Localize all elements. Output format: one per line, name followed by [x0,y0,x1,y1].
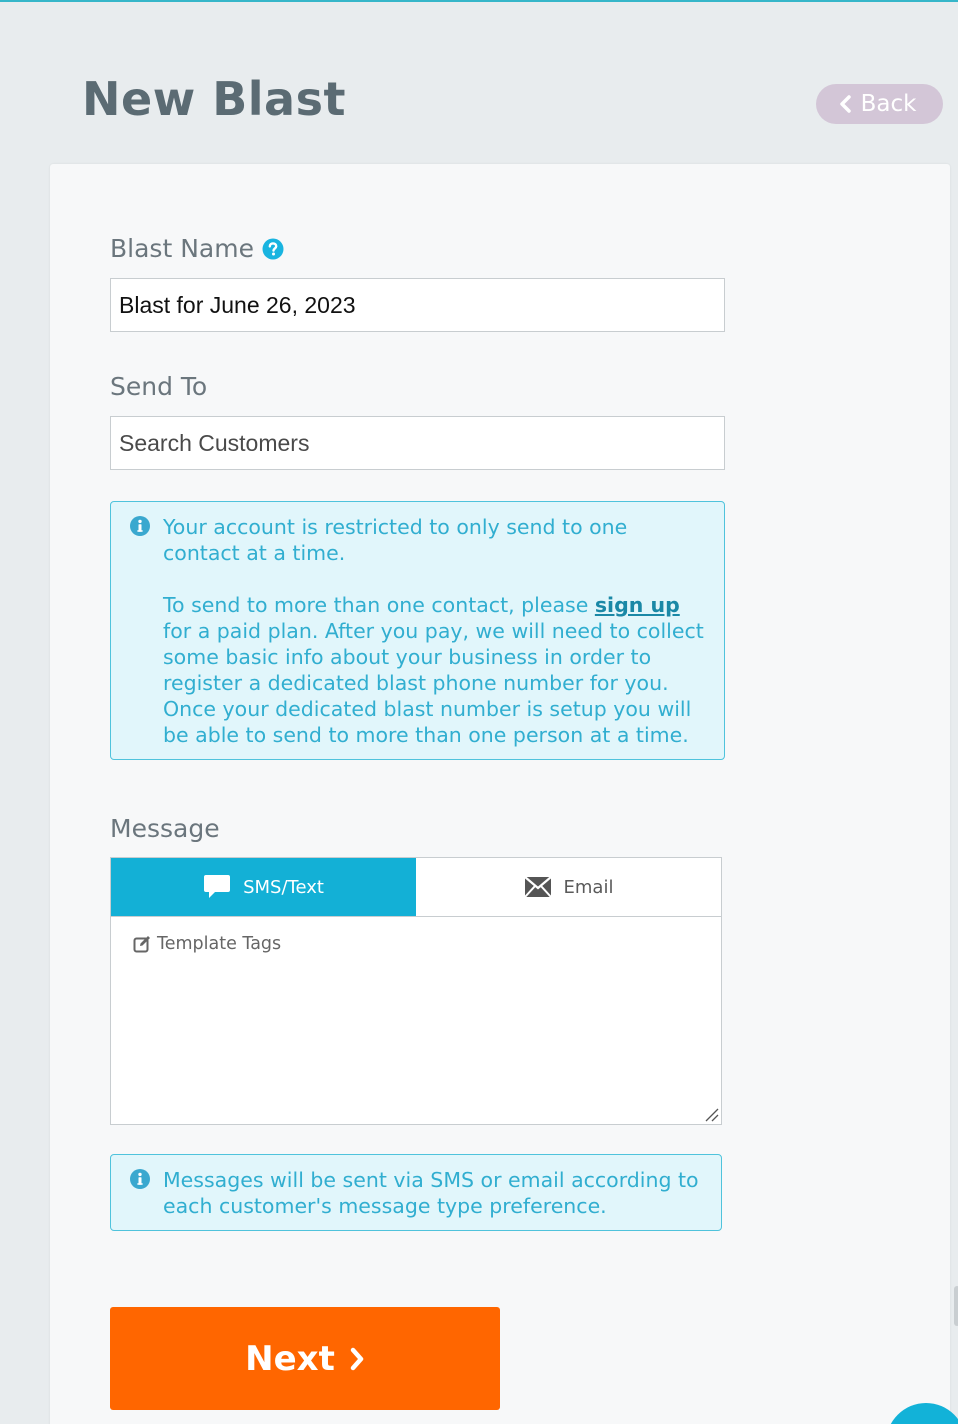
resize-handle-icon[interactable] [703,1106,719,1122]
tab-sms-text[interactable] [111,858,416,916]
tab-email[interactable] [416,858,721,916]
send-to-label [110,372,207,401]
sign-up-link[interactable]: sign up [594,593,680,617]
message-label [110,814,220,843]
message-editor [110,857,722,1125]
next-button-label: Next [245,1338,335,1379]
blast-name-input[interactable] [110,278,725,332]
help-icon[interactable] [262,238,284,260]
tab-sms-text-label: SMS/Text [243,876,324,898]
tab-email-label: Email [563,876,614,898]
template-tags-link[interactable] [133,934,281,954]
page-title: New Blast [82,72,346,126]
info-icon [130,516,150,542]
scrollbar-handle[interactable] [954,1286,958,1326]
chevron-left-icon [839,95,851,113]
restriction-alert-text-after: for a paid plan. After you pay, we will need to collect some basic info about your business in order to register a dedicated blast phone number for you. Once your dedicated blast number is setup you will be able to send to more than one person at a time. [163,619,704,747]
envelope-icon [524,876,552,898]
restriction-alert-line1: Your account is restricted to only send to one contact at a time. [163,515,628,565]
blast-name-label [110,234,284,263]
send-to-label-text: Send To [110,372,208,401]
speech-bubble-icon [203,874,231,900]
delivery-alert [110,1154,722,1231]
next-button[interactable] [110,1307,500,1410]
form-card [50,164,950,1424]
restriction-alert-text-before: To send to more than one contact, please [163,593,595,617]
message-label-text: Message [110,814,220,843]
blast-name-label-text: Blast Name [110,234,254,263]
chevron-right-icon [349,1347,365,1371]
restriction-alert [110,501,725,760]
message-type-tabs [111,858,721,917]
back-button-label: Back [860,91,917,117]
search-customers-input[interactable] [110,416,725,470]
top-accent-line [0,0,958,2]
back-button[interactable] [816,84,943,124]
template-tags-label: Template Tags [157,934,282,954]
info-icon [130,1169,150,1195]
edit-icon [133,935,151,953]
delivery-alert-text: Messages will be sent via SMS or email according to each customer's message type preference. [163,1168,699,1218]
restriction-alert-line2 [163,592,706,748]
